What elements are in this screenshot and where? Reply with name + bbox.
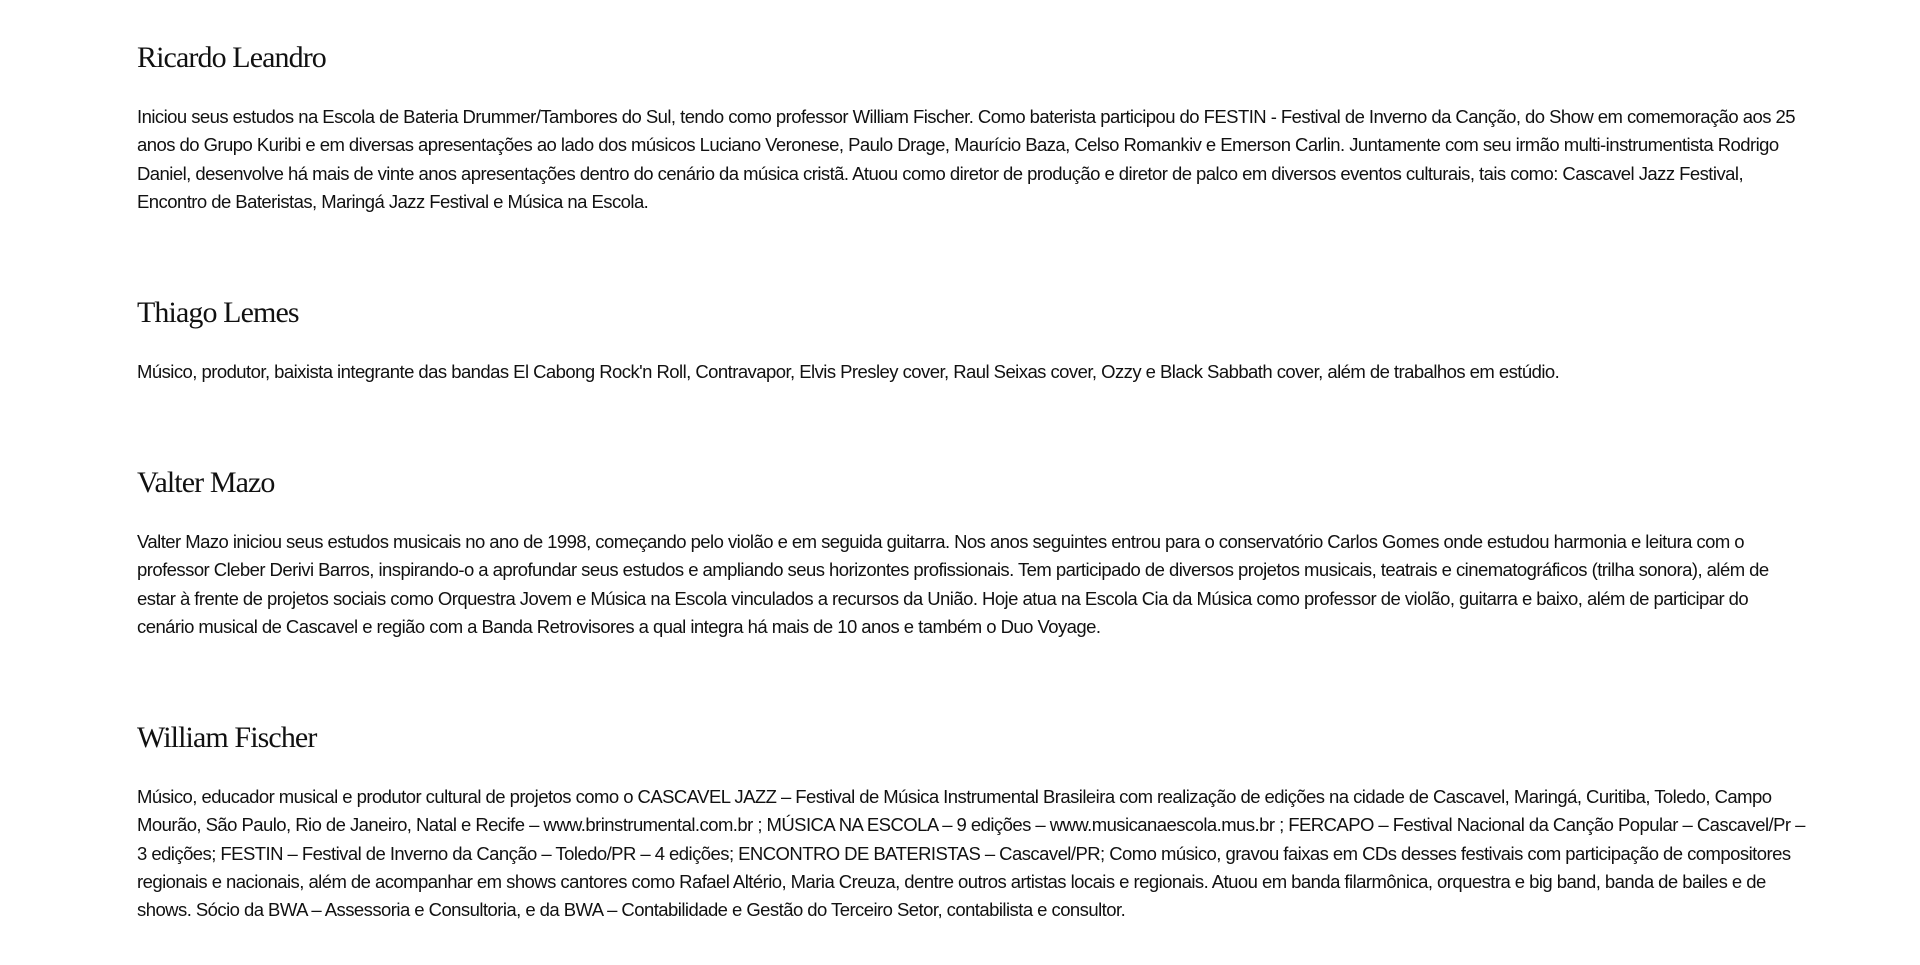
bio-name: Ricardo Leandro <box>137 41 326 74</box>
bio-name: William Fischer <box>137 721 317 754</box>
bio-william-fischer <box>137 720 1805 921</box>
bio-text: Músico, produtor, baixista integrante das bandas El Cabong Rock'n Roll, Contravapor, Elvis Presley cover, Raul Seixas cover, Ozzy e Black Sabbath cover, além de trabalhos em estúdio. <box>137 361 1560 382</box>
bio-ricardo-leandro <box>137 40 1805 212</box>
bio-text: Iniciou seus estudos na Escola de Bateria Drummer/Tambores do Sul, tendo como professor William Fischer. Como baterista participou do FESTIN - Festival de Inverno da Canção, do Show em comemoração aos 25 anos do Grupo Kuribi e em diversas apresentações ao lado dos músicos Luciano Veronese, Paulo Drage, Maurício Baza, Celso Romankiv e Emerson Carlin. Juntamente com seu irmão multi-instrumentista Rodrigo Daniel, desenvolve há mais de vinte anos apresentações dentro do cenário da música cristã. Atuou como diretor de produção e diretor de palco em diversos eventos culturais, tais como: Cascavel Jazz Festival, Encontro de Bateristas, Maringá Jazz Festival e Música na Escola. <box>137 106 1795 212</box>
bio-thiago-lemes <box>137 295 1805 382</box>
bio-valter-mazo <box>137 465 1805 637</box>
bio-text: Músico, educador musical e produtor cultural de projetos como o CASCAVEL JAZZ – Festival de Música Instrumental Brasileira com realização de edições na cidade de Cascavel, Maringá, Curitiba, Toledo, Campo Mourão, São Paulo, Rio de Janeiro, Natal e Recife – www.brinstrumental.com.br ; MÚSICA NA ESCOLA – 9 edições – www.musicanaescola.mus.br ; FERCAPO – Festival Nacional da Canção Popular – Cascavel/Pr – 3 edições; FESTIN – Festival de Inverno da Canção – Toledo/PR – 4 edições; ENCONTRO DE BATERISTAS – Cascavel/PR; Como músico, gravou faixas em CDs desses festivais com participação de compositores regionais e nacionais, além de acompanhar em shows cantores como Rafael Altério, Maria Creuza, dentre outros artistas locais e regionais. Atuou em banda filarmônica, orquestra e big band, banda de bailes e de shows. Sócio da BWA – Assessoria e Consultoria, e da BWA – Contabilidade e Gestão do Terceiro Setor, contabilista e consultor. <box>137 786 1805 921</box>
bio-name: Thiago Lemes <box>137 296 299 329</box>
bio-text: Valter Mazo iniciou seus estudos musicais no ano de 1998, começando pelo violão e em seguida guitarra. Nos anos seguintes entrou para o conservatório Carlos Gomes onde estudou harmonia e leitura com o professor Cleber Derivi Barros, inspirando-o a aprofundar seus estudos e ampliando seus horizontes profissionais. Tem participado de diversos projetos musicais, teatrais e cinematográficos (trilha sonora), além de estar à frente de projetos sociais como Orquestra Jovem e Música na Escola vinculados a recursos da União. Hoje atua na Escola Cia da Música como professor de violão, guitarra e baixo, além de participar do cenário musical de Cascavel e região com a Banda Retrovisores a qual integra há mais de 10 anos e também o Duo Voyage. <box>137 531 1769 637</box>
bio-name: Valter Mazo <box>137 466 275 499</box>
